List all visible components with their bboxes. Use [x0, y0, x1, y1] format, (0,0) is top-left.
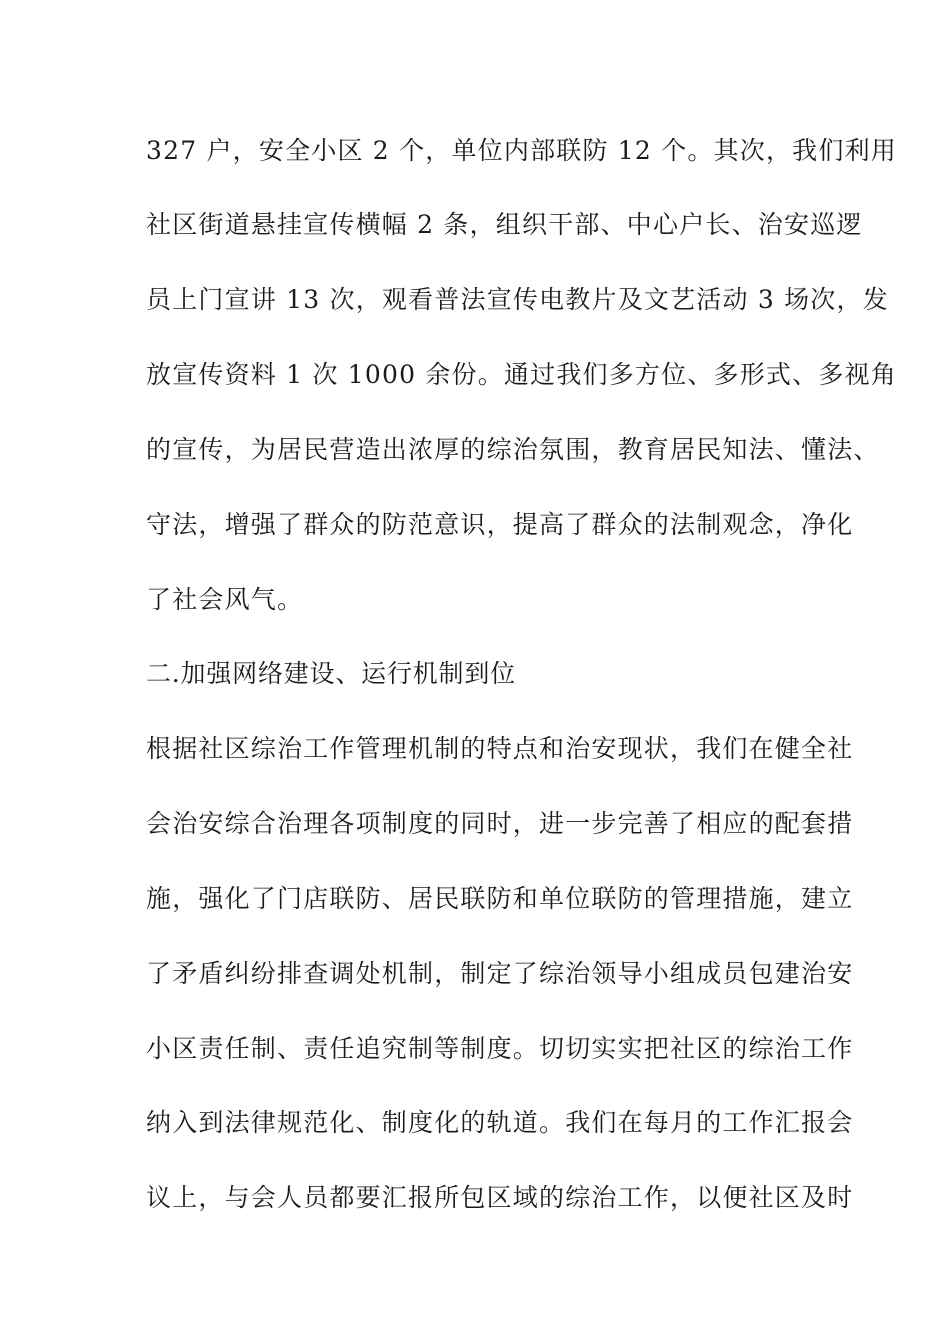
- paragraph-line: 小区责任制、责任追究制等制度。切切实实把社区的综治工作: [146, 1034, 854, 1063]
- paragraph-line: 根据社区综治工作管理机制的特点和治安现状，我们在健全社: [146, 734, 854, 763]
- paragraph-line: 社区街道悬挂宣传横幅 2 条，组织干部、中心户长、治安巡逻: [146, 210, 863, 239]
- paragraph-line: 327 户，安全小区 2 个，单位内部联防 12 个。其次，我们利用: [146, 136, 897, 165]
- paragraph-line: 守法，增强了群众的防范意识，提高了群众的法制观念，净化: [146, 510, 854, 539]
- section-heading: 二.加强网络建设、运行机制到位: [146, 659, 516, 688]
- paragraph-line: 了社会风气。: [146, 585, 304, 614]
- paragraph-line: 会治安综合治理各项制度的同时，进一步完善了相应的配套措: [146, 809, 854, 838]
- paragraph-line: 员上门宣讲 13 次，观看普法宣传电教片及文艺活动 3 场次，发: [146, 285, 889, 314]
- paragraph-line: 的宣传，为居民营造出浓厚的综治氛围，教育居民知法、懂法、: [146, 435, 880, 464]
- paragraph-line: 施，强化了门店联防、居民联防和单位联防的管理措施，建立: [146, 884, 854, 913]
- paragraph-line: 放宣传资料 1 次 1000 余份。通过我们多方位、多形式、多视角: [146, 360, 897, 389]
- paragraph-line: 了矛盾纠纷排查调处机制，制定了综治领导小组成员包建治安: [146, 959, 854, 988]
- paragraph-line: 议上，与会人员都要汇报所包区域的综治工作，以便社区及时: [146, 1183, 854, 1212]
- paragraph-line: 纳入到法律规范化、制度化的轨道。我们在每月的工作汇报会: [146, 1108, 854, 1137]
